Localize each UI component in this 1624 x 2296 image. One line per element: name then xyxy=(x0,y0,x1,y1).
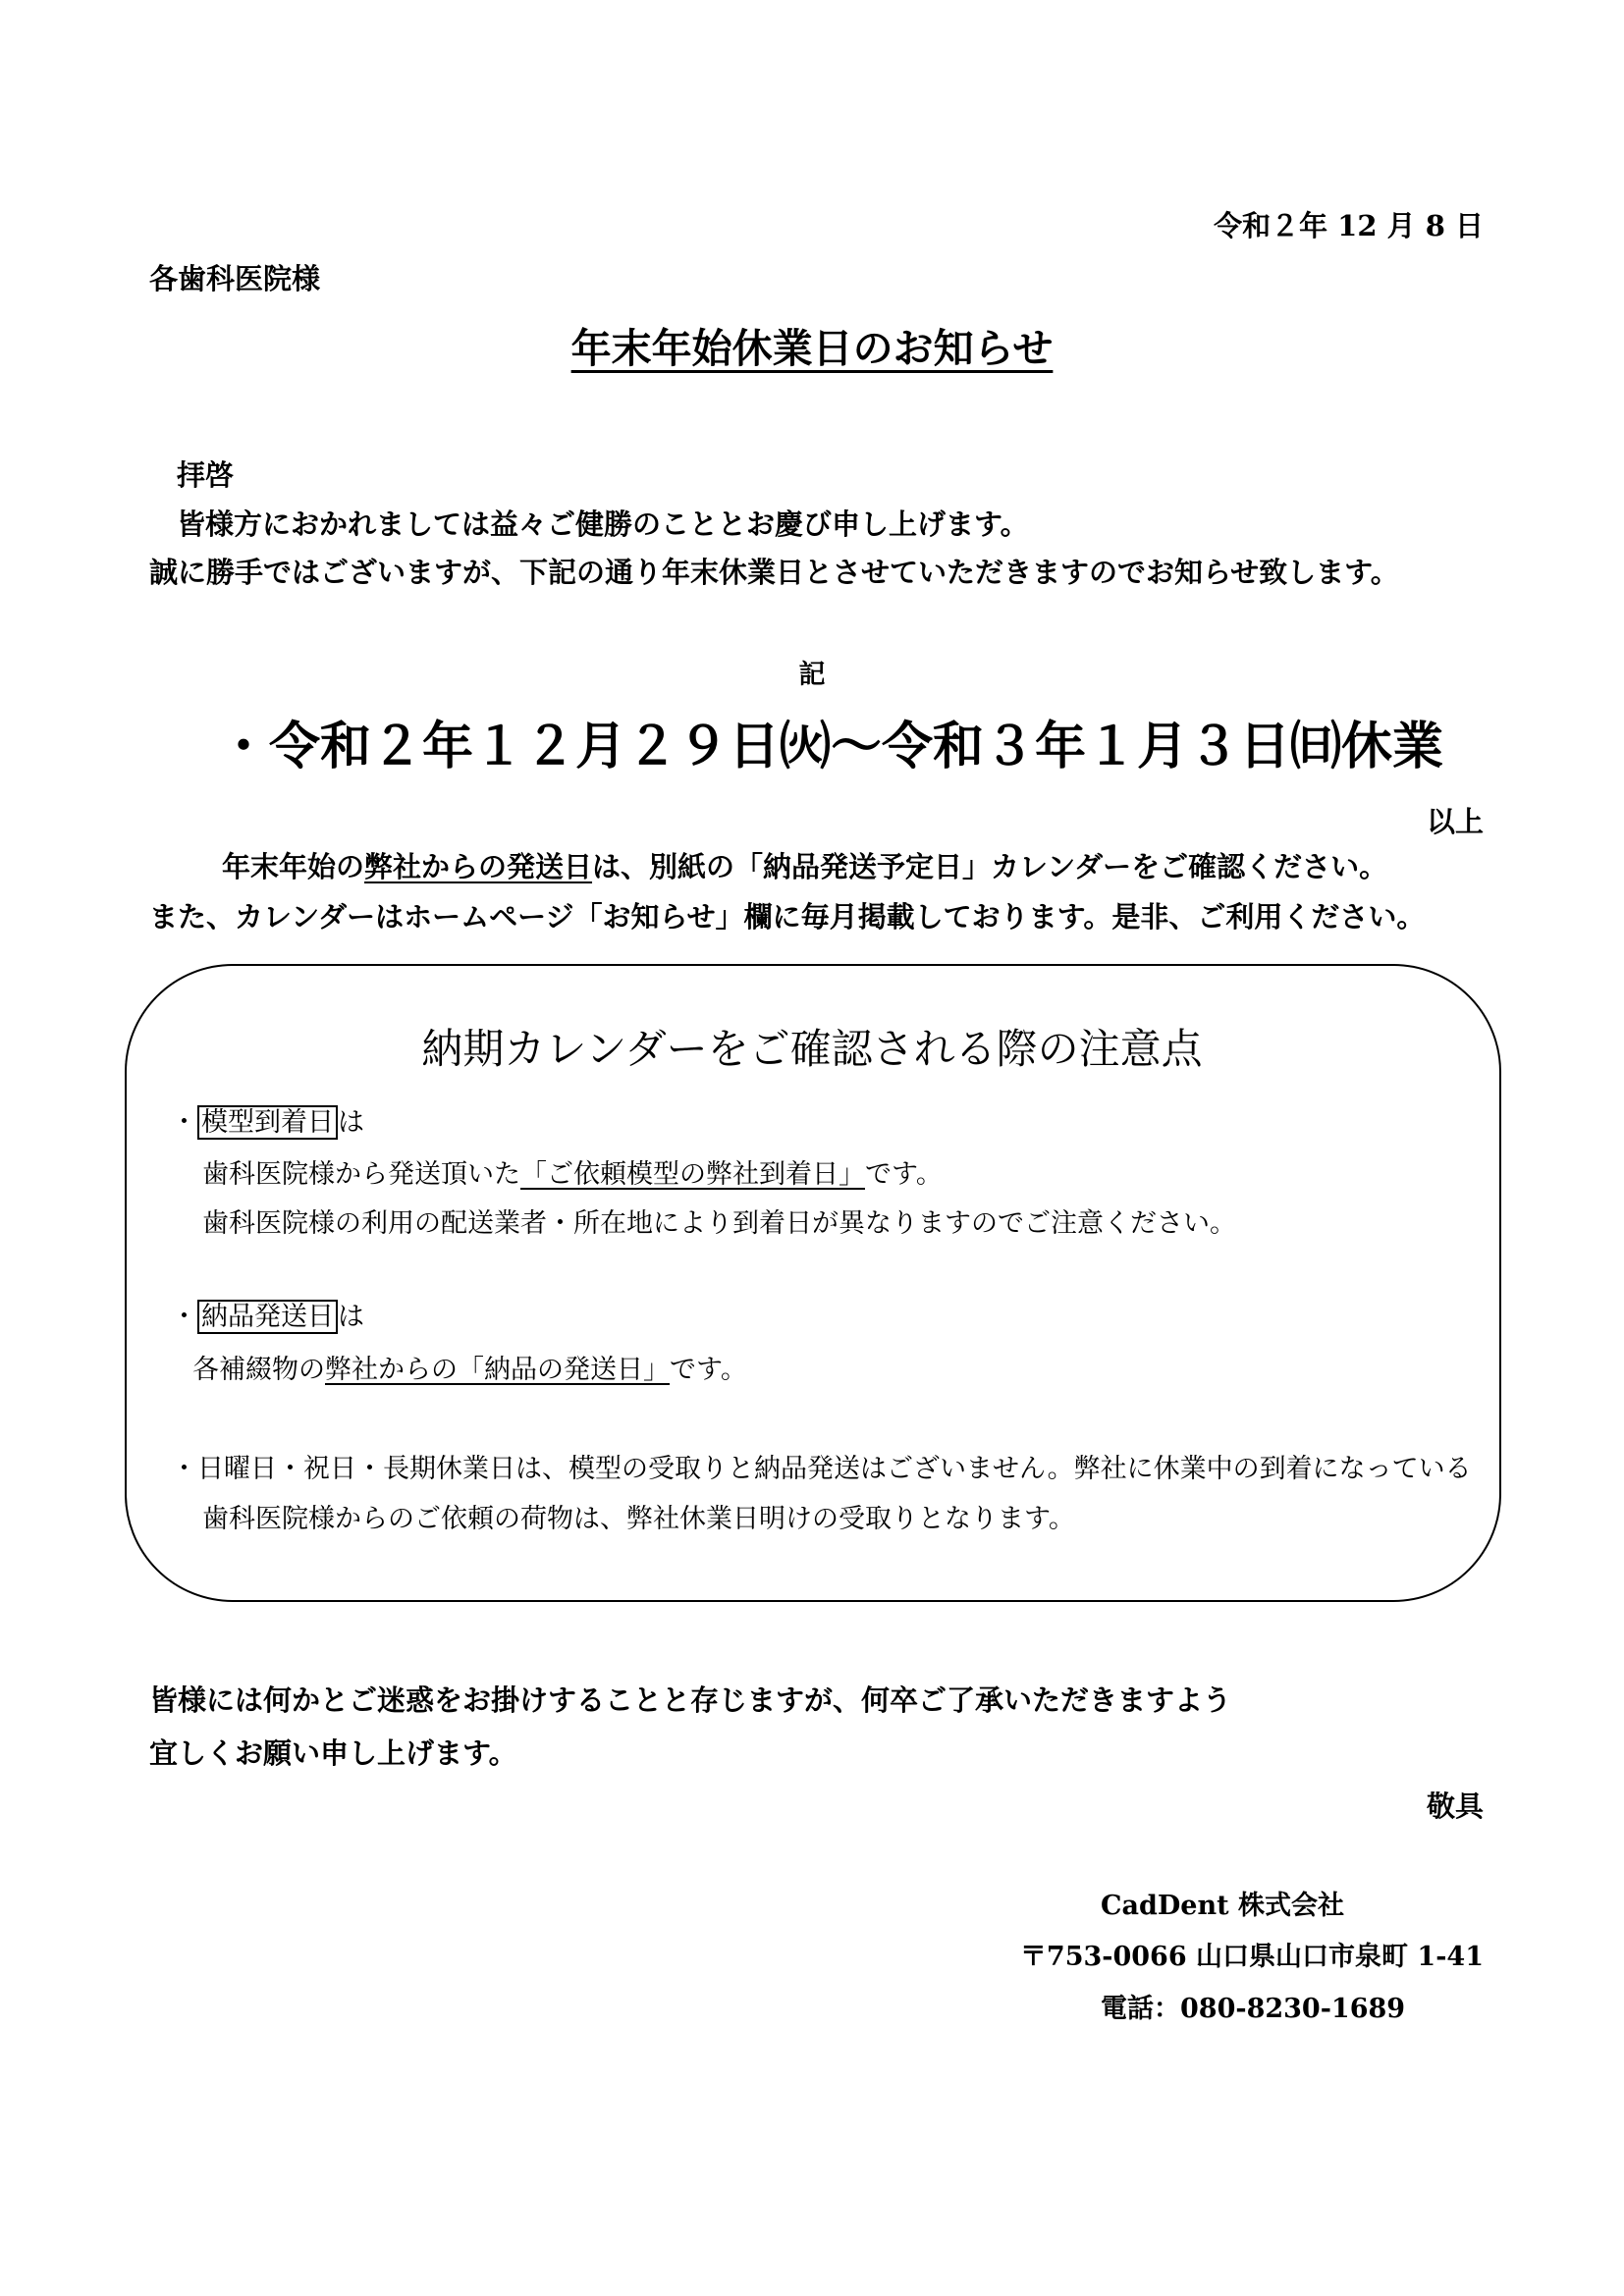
model-arrival-term: 模型到着日 xyxy=(197,1105,338,1140)
closing-line-1: 皆様には何かとご迷惑をお掛けすることと存じますが、何卒ご了承いただきますよう xyxy=(149,1683,1232,1717)
title-text: 年末年始休業日のお知らせ xyxy=(570,325,1054,372)
recipient: 各歯科医院様 xyxy=(149,262,321,295)
delivery-date-heading xyxy=(171,1295,364,1333)
greeting: 拝啓 xyxy=(177,458,235,492)
sender-company: CadDent 株式会社 xyxy=(1101,1891,1344,1921)
holiday-note-line-1: ・日曜日・祝日・長期休業日は、模型の受取りと納品発送はございません。弊社に休業中の到着になっている xyxy=(171,1454,1472,1484)
model-particle: は xyxy=(338,1107,364,1138)
model-arrival-heading xyxy=(171,1100,364,1139)
letter-date: 令和２年 12 月 8 日 xyxy=(1214,209,1484,242)
body-line-2: 誠に勝手ではございますが、下記の通り年末休業日とさせていただきますのでお知らせ致します。 xyxy=(149,556,1399,589)
keigu-marker: 敬具 xyxy=(1426,1789,1484,1823)
model-arrival-line-1 xyxy=(202,1152,943,1191)
model-line1-suffix: です。 xyxy=(865,1159,943,1190)
ijou-marker: 以上 xyxy=(1426,805,1484,838)
sender-address: 〒753-0066 山口県山口市泉町 1-41 xyxy=(1019,1942,1484,1972)
note1-suffix: は、別紙の「納品発送予定日」カレンダーをご確認ください。 xyxy=(592,850,1388,883)
holiday-note-line-2: 歯科医院様からのご依頼の荷物は、弊社休業日明けの受取りとなります。 xyxy=(202,1504,1075,1534)
closing-line-2: 宜しくお願い申し上げます。 xyxy=(149,1736,517,1770)
note1-prefix: 年末年始の xyxy=(222,850,365,883)
model-arrival-line-2: 歯科医院様の利用の配送業者・所在地により到着日が異なりますのでご注意ください。 xyxy=(202,1208,1236,1239)
ki-marker: 記 xyxy=(798,660,826,690)
notice-box-title: 納期カレンダーをご確認される際の注意点 xyxy=(421,1025,1203,1073)
delivery-line1-prefix: 各補綴物の xyxy=(192,1355,325,1385)
delivery-line1-suffix: です。 xyxy=(670,1355,747,1385)
delivery-particle: は xyxy=(338,1302,364,1332)
holiday-period: ・令和２年１２月２９日㈫～令和３年１月３日㈰休業 xyxy=(218,717,1444,776)
model-bullet: ・ xyxy=(171,1107,197,1138)
shipping-note xyxy=(222,845,1387,885)
model-line1-underlined: 「ご依頼模型の弊社到着日」 xyxy=(520,1159,865,1190)
delivery-date-term: 納品発送日 xyxy=(197,1300,338,1334)
sender-phone: 電話：080-8230-1689 xyxy=(1101,1994,1406,2024)
calendar-note: また、カレンダーはホームページ「お知らせ」欄に毎月掲載しております。是非、ご利用ください。 xyxy=(149,900,1426,934)
body-line-1: 皆様方におかれましては益々ご健勝のこととお慶び申し上げます。 xyxy=(177,507,1029,541)
model-line1-prefix: 歯科医院様から発送頂いた xyxy=(202,1159,520,1190)
delivery-line1-underlined: 弊社からの「納品の発送日」 xyxy=(325,1355,670,1385)
delivery-date-line-1 xyxy=(192,1348,747,1386)
page-title xyxy=(0,316,1624,374)
note1-underlined: 弊社からの発送日 xyxy=(364,850,593,883)
delivery-bullet: ・ xyxy=(171,1302,197,1332)
